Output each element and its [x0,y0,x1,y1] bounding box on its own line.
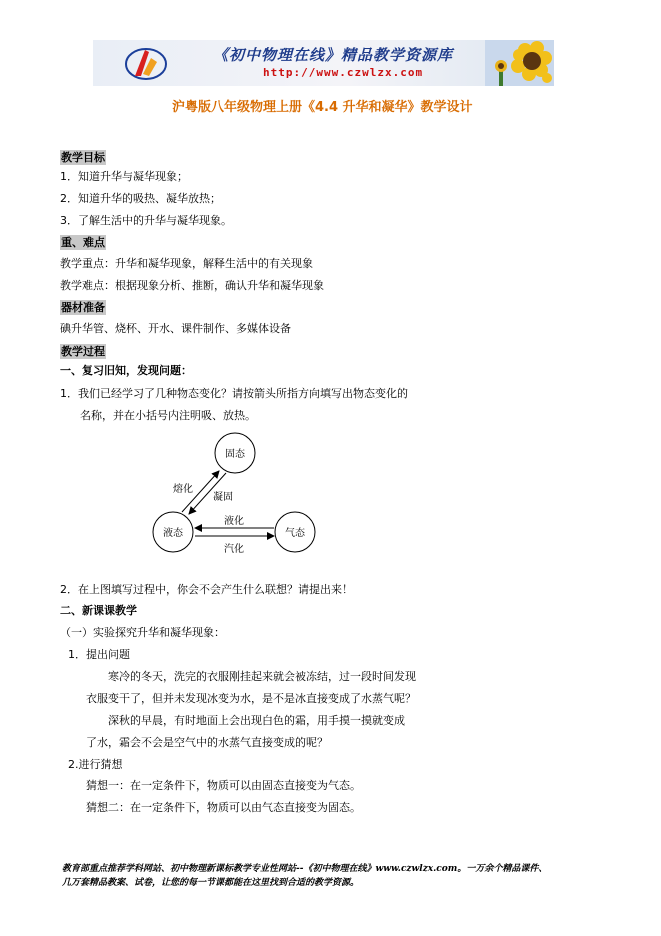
guess-1: 猜想一：在一定条件下，物质可以由固态直接变为气态。 [86,779,361,792]
document-title: 沪粤版八年级物理上册《4.4 升华和凝华》教学设计 [172,100,473,115]
sunflower-icon [485,40,554,86]
banner-url: http://www.czwlzx.com [263,66,424,79]
objective-item: 1．知道升华与凝华现象； [60,170,188,183]
melting-label: 熔化 [173,484,193,495]
objective-item: 2．知道升华的吸热、凝华放热； [60,192,221,205]
step-2: 2.进行猜想 [68,758,123,771]
footer-line-2: 几万套精品教案、试卷，让您的每一节课都能在这里找到合适的教学资源。 [62,878,360,888]
paragraph-2-line-1: 深秋的早晨，有时地面上会出现白色的霜，用手摸一摸就变成 [108,714,405,727]
liquefying-label: 液化 [224,516,244,527]
section-heading-key-points: 重、难点 [61,236,105,249]
logo-icon [121,42,171,84]
part1-title: 一、复习旧知，发现问题： [60,364,192,377]
section-heading-objectives: 教学目标 [61,151,105,164]
equipment-item: 碘升华管、烧杯、开水、课件制作、多媒体设备 [60,322,291,335]
subsection-1: （一）实验探究升华和凝华现象： [60,626,225,639]
gas-label: 气态 [285,528,305,539]
paragraph-1-line-1: 寒冷的冬天，洗完的衣服刚挂起来就会被冻结，过一段时间发现 [108,670,416,683]
key-point-item: 教学难点：根据现象分析、推断，确认升华和凝华现象 [60,279,324,292]
banner-title: 《初中物理在线》精品教学资源库 [213,46,454,64]
question-2: 2．在上图填写过程中，你会不会产生什么联想？请提出来！ [60,583,353,596]
section-heading-process: 教学过程 [61,345,105,358]
liquid-label: 液态 [163,528,183,539]
vaporizing-label: 汽化 [224,544,244,555]
objective-item: 3．了解生活中的升华与凝华现象。 [60,214,232,227]
question-1-line-1: 1．我们已经学习了几种物态变化？请按箭头所指方向填写出物态变化的 [60,387,408,400]
solid-label: 固态 [225,449,245,460]
paragraph-1-line-2: 衣服变干了，但并未发现冰变为水，是不是冰直接变成了水蒸气呢？ [86,692,416,705]
question-1-line-2: 名称，并在小括号内注明吸、放热。 [80,409,256,422]
state-change-diagram [140,430,340,560]
solidifying-label: 凝固 [213,492,233,503]
step-1: 1．提出问题 [68,648,130,661]
paragraph-2-line-2: 了水，霜会不会是空气中的水蒸气直接变成的呢？ [86,736,328,749]
header-banner [93,40,554,86]
part2-title: 二、新课课教学 [60,604,137,617]
guess-2: 猜想二：在一定条件下，物质可以由气态直接变为固态。 [86,801,361,814]
page-footer [62,862,602,890]
section-heading-equipment: 器材准备 [61,301,105,314]
key-point-item: 教学重点：升华和凝华现象，解释生活中的有关现象 [60,257,313,270]
footer-line-1: 教育部重点推荐学科网站、初中物理新课标教学专业性网站--《初中物理在线》www.czwlzx.com。一万余个精品课件、 [62,864,548,874]
